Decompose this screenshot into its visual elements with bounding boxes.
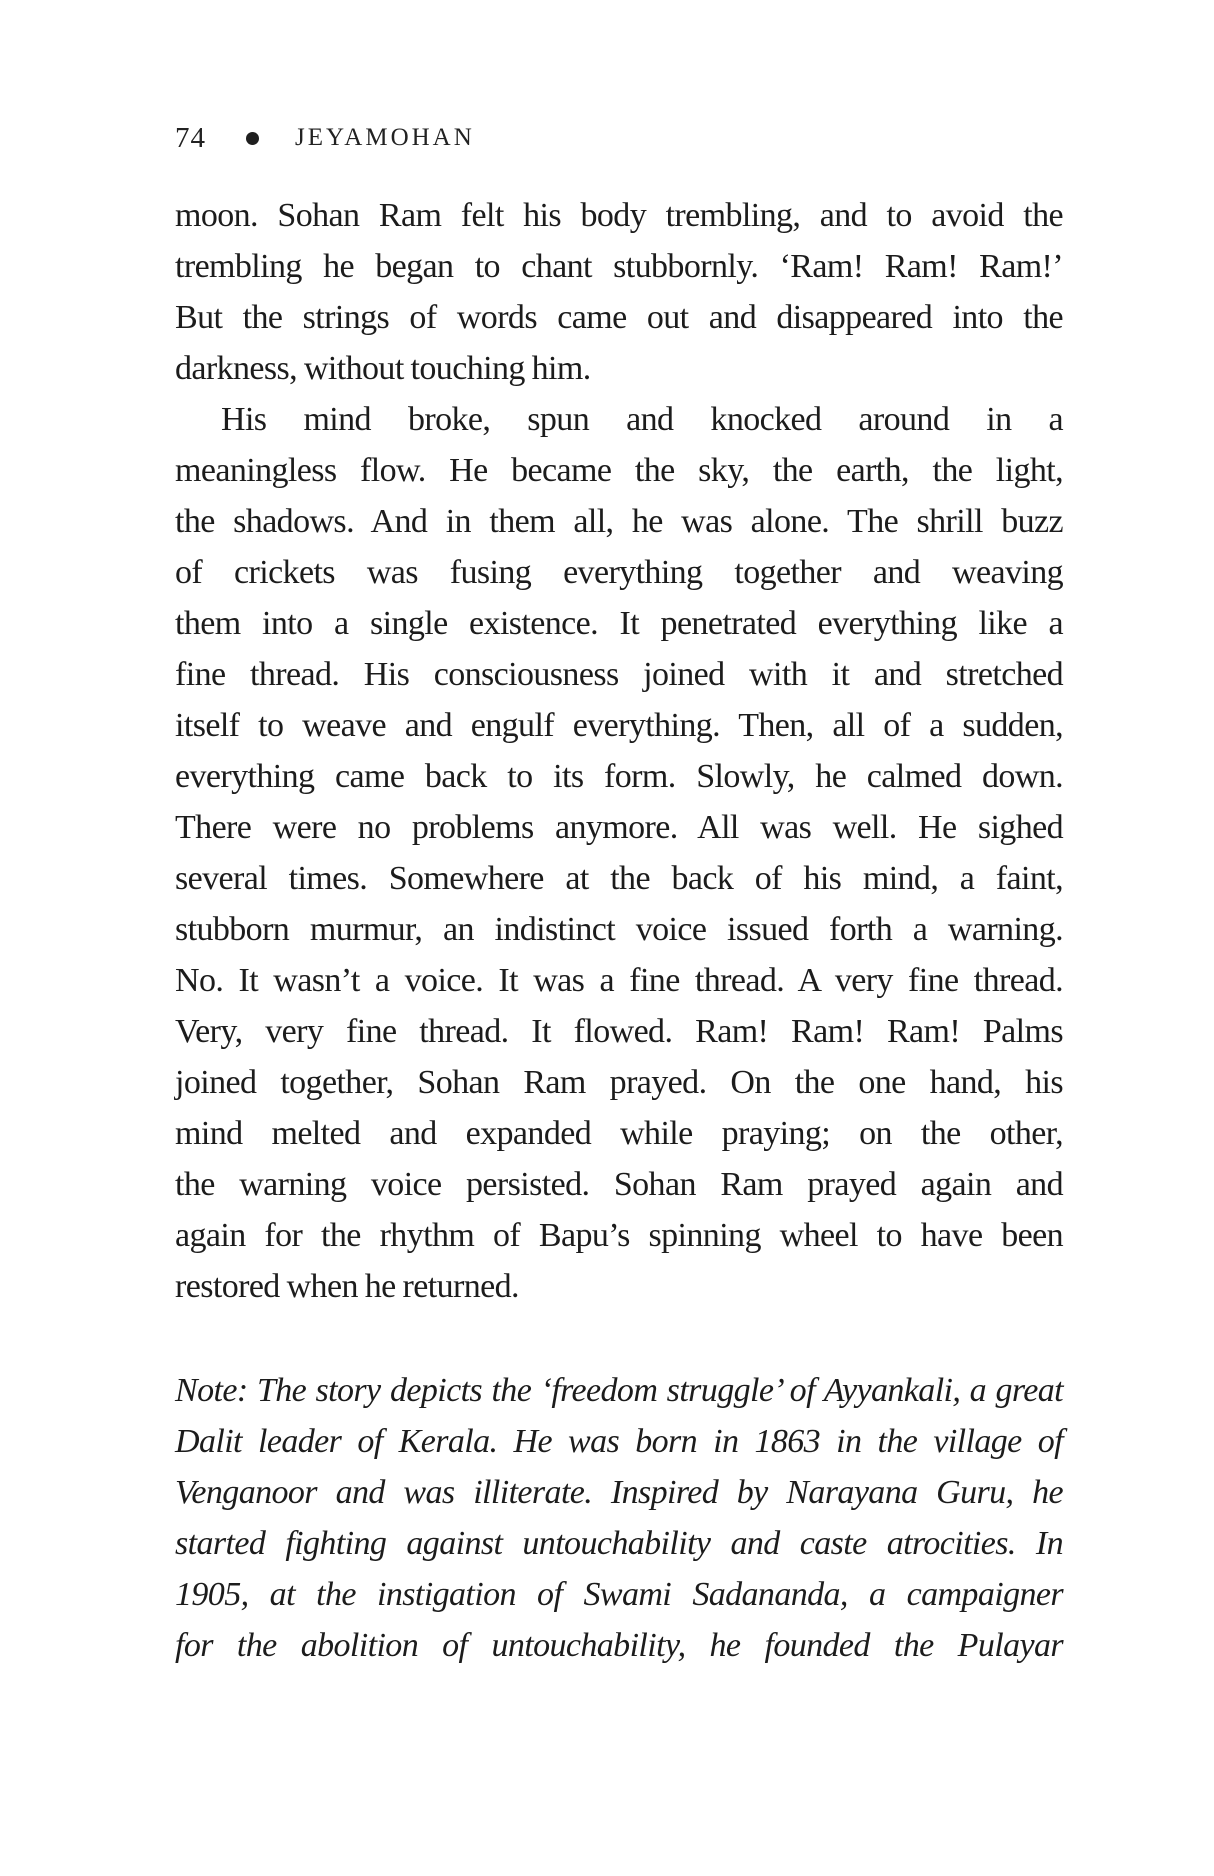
text-line: trembling he began to chant stubbornly. ‘Ram! Ram! Ram!’	[175, 248, 1063, 285]
text-line: darkness, without touching him.	[175, 350, 591, 387]
note-line: 1905, at the instigation of Swami Sadananda, a campaigner	[175, 1576, 1063, 1613]
text-line: several times. Somewhere at the back of his mind, a faint,	[175, 860, 1063, 897]
text-line: restored when he returned.	[175, 1268, 519, 1305]
text-line: meaningless flow. He became the sky, the earth, the light,	[175, 452, 1063, 489]
text-line: everything came back to its form. Slowly, he calmed down.	[175, 758, 1063, 795]
text-line: stubborn murmur, an indistinct voice issued forth a warning.	[175, 911, 1063, 948]
note-line: Venganoor and was illiterate. Inspired by Narayana Guru, he	[175, 1474, 1063, 1511]
text-line: No. It wasn’t a voice. It was a fine thread. A very fine thread.	[175, 962, 1063, 999]
text-line: moon. Sohan Ram felt his body trembling, and to avoid the	[175, 197, 1063, 234]
page-number: 74	[175, 121, 206, 154]
note-line: for the abolition of untouchability, he founded the Pulayar	[175, 1627, 1063, 1664]
text-line: the shadows. And in them all, he was alone. The shrill buzz	[175, 503, 1063, 540]
text-line: them into a single existence. It penetrated everything like a	[175, 605, 1063, 642]
running-head	[175, 118, 475, 158]
text-line: mind melted and expanded while praying; on the other,	[175, 1115, 1063, 1152]
note-line: started fighting against untouchability and caste atrocities. In	[175, 1525, 1063, 1562]
text-line: There were no problems anymore. All was well. He sighed	[175, 809, 1063, 846]
text-line: fine thread. His consciousness joined with it and stretched	[175, 656, 1063, 693]
running-head-author: JEYAMOHAN	[295, 124, 475, 151]
text-line: But the strings of words came out and disappeared into the	[175, 299, 1063, 336]
text-line: His mind broke, spun and knocked around in a	[221, 401, 1063, 438]
note-line: Note: The story depicts the ‘freedom struggle’ of Ayyankali, a great	[175, 1372, 1063, 1409]
note-line: Dalit leader of Kerala. He was born in 1863 in the village of	[175, 1423, 1063, 1460]
text-line: joined together, Sohan Ram prayed. On the one hand, his	[175, 1064, 1063, 1101]
text-line: Very, very fine thread. It flowed. Ram! Ram! Ram! Palms	[175, 1013, 1063, 1050]
story-text	[175, 190, 1063, 1312]
text-line: the warning voice persisted. Sohan Ram prayed again and	[175, 1166, 1063, 1203]
text-line: of crickets was fusing everything together and weaving	[175, 554, 1063, 591]
bullet-separator-icon	[246, 132, 259, 145]
author-note	[175, 1365, 1063, 1671]
text-line: itself to weave and engulf everything. Then, all of a sudden,	[175, 707, 1063, 744]
text-line: again for the rhythm of Bapu’s spinning wheel to have been	[175, 1217, 1063, 1254]
